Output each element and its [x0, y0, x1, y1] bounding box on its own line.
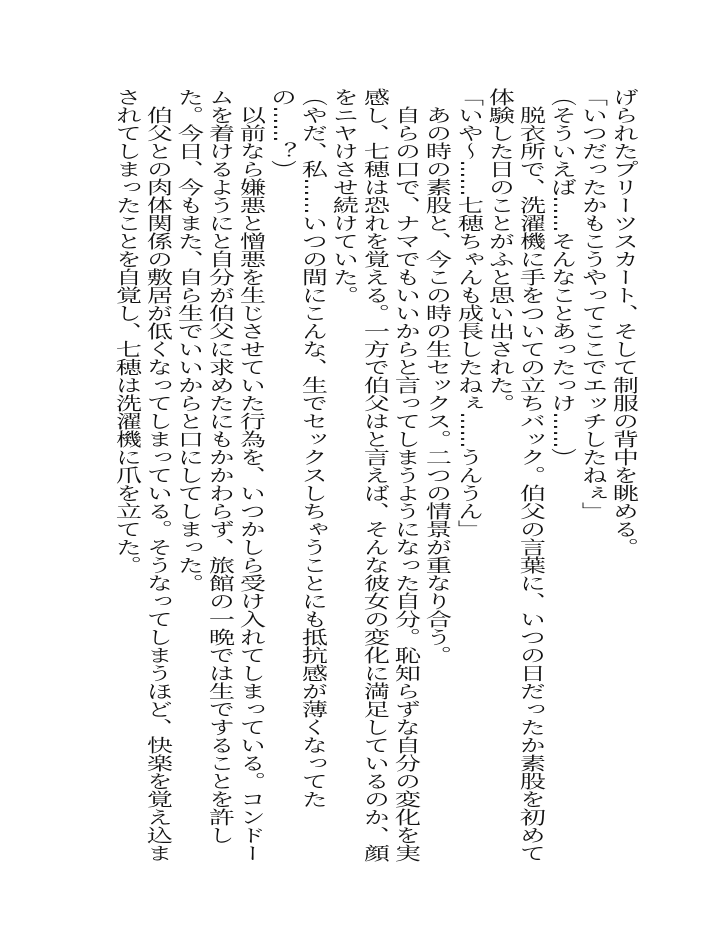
text-column [172, 88, 203, 868]
text-column [141, 88, 172, 868]
column-text: た。今日、今もまた、自ら生でいいからと口にしてしまった。 [173, 88, 204, 592]
text-column [514, 88, 545, 868]
text-column [389, 88, 420, 868]
column-text: をニヤけさせ続けていた。 [328, 88, 359, 304]
column-text: 感し、七穂は恐れを覚える。一方で伯父はと言えば、そんな彼女の変化に満足しているのか、顔 [359, 88, 390, 862]
text-column [607, 88, 638, 868]
column-text: 「いつだったかもこうやってここでエッチしたねぇ」 [577, 88, 608, 520]
text-column [545, 88, 576, 868]
column-text: ムを着けるようにと自分が伯父に求めたにもかかわらず、旅館の一晩では生ですることを許し [204, 88, 235, 844]
column-text: 脱衣所で、洗濯機に手をついての立ちバック。伯父の言葉に、いつの日だったか素股を初めて [515, 88, 546, 862]
text-column [452, 88, 483, 868]
text-column [327, 88, 358, 868]
text-column [483, 88, 514, 868]
column-text: 「いや～……七穂ちゃんも成長したねぇ……うんうん」 [453, 88, 484, 538]
column-text: 以前なら嫌悪と憎悪を生じさせていた行為を、いつかしら受け入れてしまっている。コンドー [235, 88, 266, 862]
column-text: の……？） [266, 88, 297, 178]
text-column [576, 88, 607, 868]
text-column [296, 88, 327, 868]
text-column [420, 88, 451, 868]
text-column [203, 88, 234, 868]
column-text: げられたプリーツスカート、そして制服の背中を眺める。 [608, 88, 639, 556]
text-column [265, 88, 296, 868]
column-text: 伯父との肉体関係の敷居が低くなってしまっている。そうなってしまうほど、快楽を覚え込ま [142, 88, 173, 862]
text-column [358, 88, 389, 868]
column-text: （そういえば……そんなことあったっけ……） [546, 88, 577, 466]
column-text: 体験した日のことがふと思い出された。 [484, 88, 515, 412]
column-text: （やだ、私……いつの間にこんな、生でセックスしちゃうことにも抵抗感が薄くなってた [297, 88, 328, 808]
text-column [234, 88, 265, 868]
column-text: 自らの口で、ナマでもいいからと言ってしまうようになった自分。恥知らずな自分の変化を実 [390, 88, 421, 862]
column-text: されてしまったことを自覚し、七穂は洗濯機に爪を立てた。 [111, 88, 142, 574]
text-column [110, 88, 141, 868]
column-text: あの時の素股と、今この時の生セックス。二つの情景が重なり合う。 [421, 88, 452, 664]
